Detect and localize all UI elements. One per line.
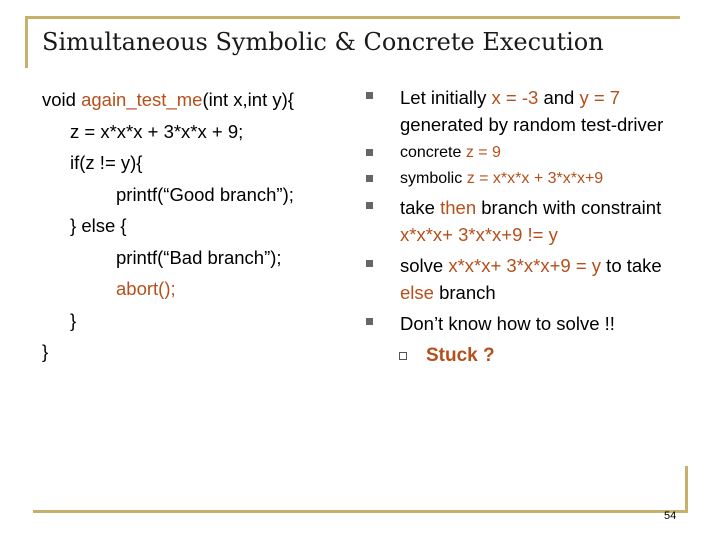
frame-left-line: [25, 16, 28, 68]
code-line-5: } else {: [70, 215, 127, 236]
code-line-7: abort();: [116, 278, 176, 299]
slide-title: Simultaneous Symbolic & Concrete Execution: [42, 28, 604, 56]
code-line-3: if(z != y){: [70, 152, 143, 173]
code-line-8: }: [70, 309, 77, 331]
code-line-6: printf(“Bad branch”);: [116, 246, 282, 268]
square-bullet-icon: [366, 260, 373, 267]
bullet-solve: solve x*x*x+ 3*x*x+9 = y to take else branch: [366, 252, 696, 306]
bullet-take-then: take then branch with constraint x*x*x+ 3*x*x+9 != y: [366, 194, 696, 248]
sub-bullet-stuck: Stuck ?: [366, 341, 696, 371]
square-bullet-icon: [366, 92, 373, 99]
bullet-list: [366, 84, 696, 371]
frame-right-line: [685, 466, 688, 513]
code-function-name: again_test_me: [81, 89, 203, 110]
code-line-2: z = x*x*x + 3*x*x + 9;: [70, 120, 244, 142]
frame-bottom-line: [33, 510, 688, 513]
frame-top-line: [25, 16, 680, 19]
code-params: (int x,int y){: [202, 89, 294, 110]
bullet-dont-know: Don’t know how to solve !!: [366, 310, 696, 337]
square-bullet-icon: [366, 202, 373, 209]
bullet-initial-values: Let initially x = -3 and y = 7 generated by random test-driver: [366, 84, 696, 138]
page-number: 54: [664, 510, 677, 522]
bullet-concrete: concrete z = 9: [366, 142, 696, 164]
square-bullet-icon: [366, 149, 373, 156]
code-line-4: printf(“Good branch”);: [116, 183, 294, 205]
code-block: [42, 84, 294, 368]
code-line-9: }: [42, 341, 49, 362]
code-keyword: void: [42, 89, 82, 110]
bullet-symbolic: symbolic z = x*x*x + 3*x*x+9: [366, 168, 696, 190]
square-bullet-icon: [366, 318, 373, 325]
square-bullet-icon: [366, 175, 373, 182]
hollow-square-bullet-icon: [399, 352, 407, 360]
code-line-1: [42, 84, 294, 116]
